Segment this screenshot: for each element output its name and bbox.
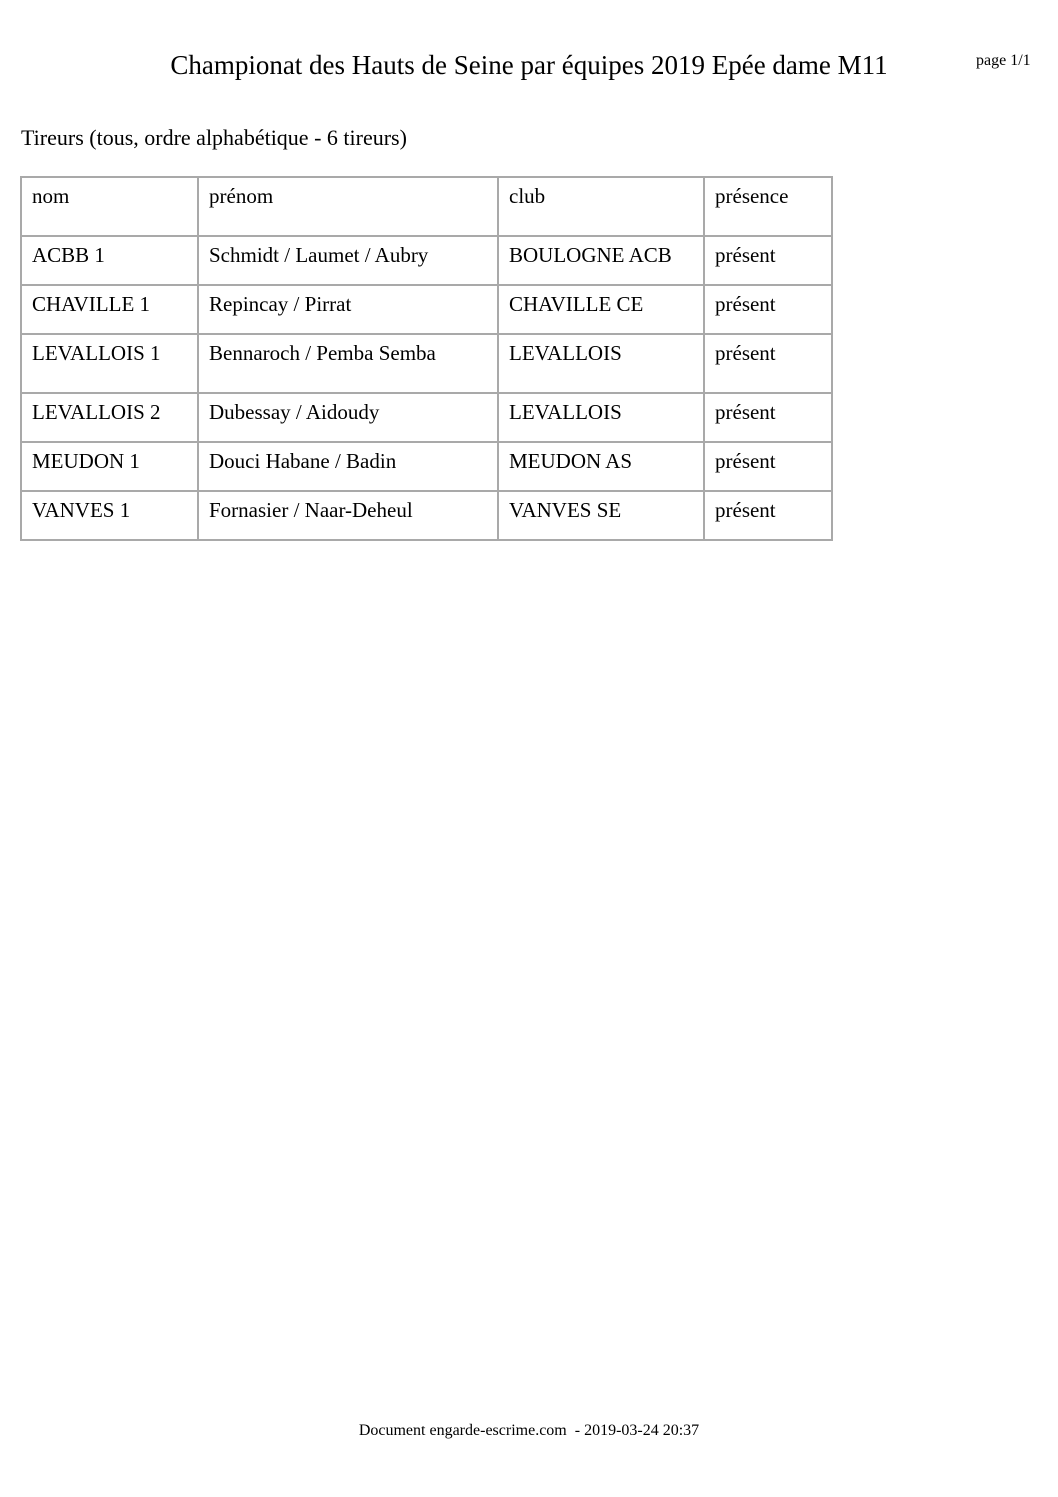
cell-presence: présent	[704, 285, 832, 334]
cell-prenom: Fornasier / Naar-Deheul	[198, 491, 498, 540]
table-row	[21, 285, 832, 334]
table-header-row	[21, 177, 832, 236]
fencers-table	[20, 176, 833, 541]
cell-club: VANVES SE	[498, 491, 704, 540]
column-header-nom: nom	[21, 177, 198, 236]
table-row	[21, 236, 832, 285]
table-row	[21, 442, 832, 491]
cell-prenom: Schmidt / Laumet / Aubry	[198, 236, 498, 285]
document-footer: Document engarde-escrime.com - 2019-03-24 20:37	[358, 1422, 700, 1439]
cell-prenom: Douci Habane / Badin	[198, 442, 498, 491]
cell-nom: LEVALLOIS 1	[21, 334, 198, 393]
cell-nom: CHAVILLE 1	[21, 285, 198, 334]
cell-prenom: Repincay / Pirrat	[198, 285, 498, 334]
table-row	[21, 334, 832, 393]
cell-club: MEUDON AS	[498, 442, 704, 491]
column-header-prenom: prénom	[198, 177, 498, 236]
cell-presence: présent	[704, 442, 832, 491]
page-number: page 1/1	[976, 52, 1031, 69]
cell-nom: ACBB 1	[21, 236, 198, 285]
column-header-club: club	[498, 177, 704, 236]
cell-presence: présent	[704, 393, 832, 442]
cell-prenom: Dubessay / Aidoudy	[198, 393, 498, 442]
table-row	[21, 491, 832, 540]
cell-presence: présent	[704, 334, 832, 393]
cell-presence: présent	[704, 236, 832, 285]
page-title: Championat des Hauts de Seine par équipes 2019 Epée dame M11	[170, 50, 888, 80]
cell-prenom: Bennaroch / Pemba Semba	[198, 334, 498, 393]
cell-presence: présent	[704, 491, 832, 540]
cell-club: LEVALLOIS	[498, 393, 704, 442]
cell-nom: VANVES 1	[21, 491, 198, 540]
cell-club: LEVALLOIS	[498, 334, 704, 393]
cell-club: BOULOGNE ACB	[498, 236, 704, 285]
section-title: Tireurs (tous, ordre alphabétique - 6 tireurs)	[21, 125, 407, 150]
cell-nom: MEUDON 1	[21, 442, 198, 491]
table-row	[21, 393, 832, 442]
cell-club: CHAVILLE CE	[498, 285, 704, 334]
column-header-presence: présence	[704, 177, 832, 236]
cell-nom: LEVALLOIS 2	[21, 393, 198, 442]
